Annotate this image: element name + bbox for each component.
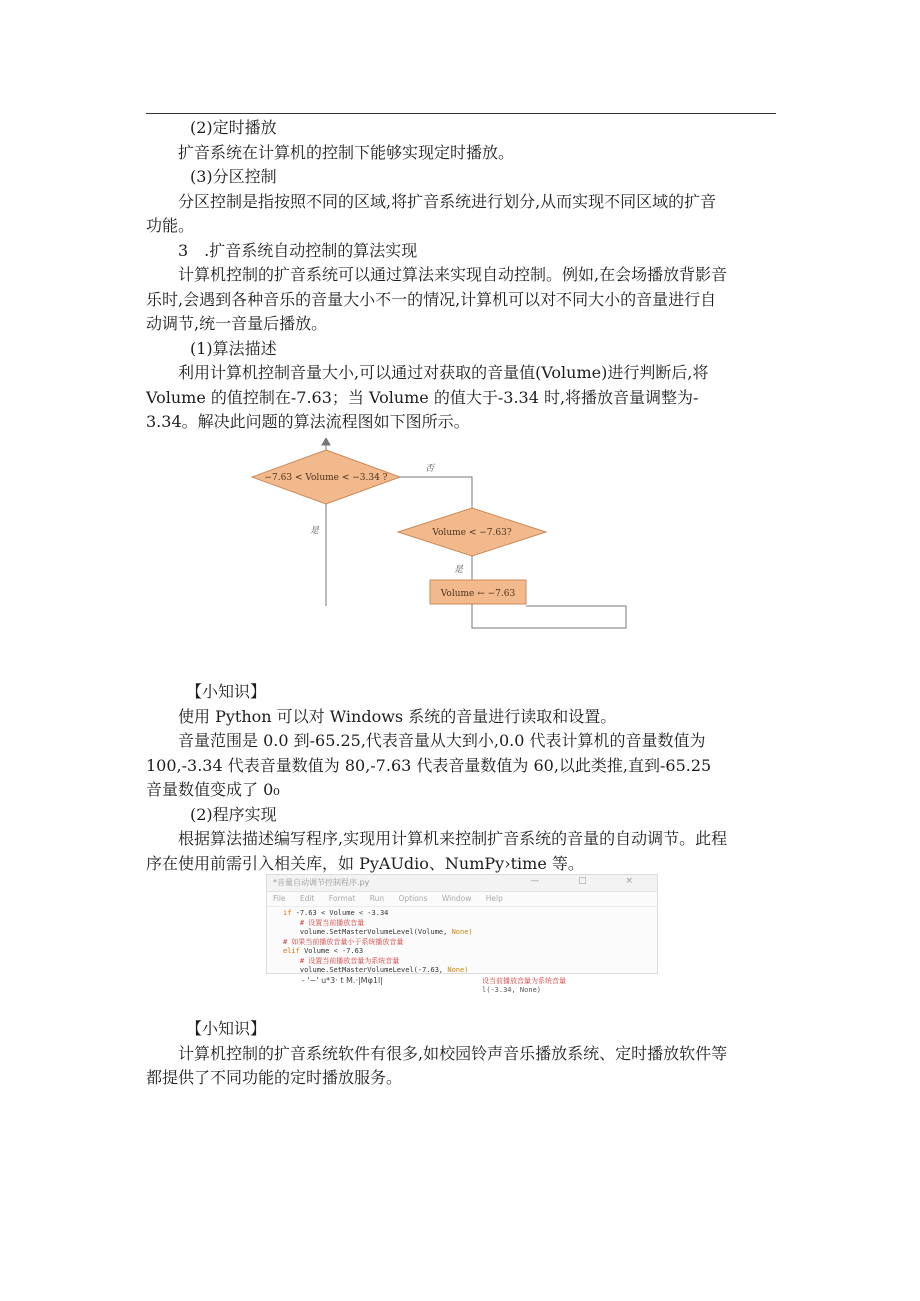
editor-titlebar (267, 875, 657, 892)
paragraph: 3.34。解决此问题的算法流程图如下图所示。 (146, 412, 470, 431)
paragraph: 计算机控制的扩音系统软件有很多,如校园铃声音乐播放系统、定时播放软件等 (178, 1044, 728, 1063)
paragraph: Volume 的值控制在-7.63；当 Volume 的值大于-3.34 时,将播放音量调整为- (146, 388, 699, 407)
decision-range-label: −7.63 < Volume < −3.34 ? (264, 473, 388, 483)
paragraph: 乐时,会遇到各种音乐的音量大小不一的情况,计算机可以对不同大小的音量进行自 (146, 290, 717, 309)
menu-edit: Edit (299, 894, 315, 903)
code-line: if -7.63 < Volume < -3.34 (283, 909, 389, 917)
code-fragment-right (482, 977, 566, 995)
paragraph: 100,-3.34 代表音量数值为 80,-7.63 代表音量数值为 60,以此类推,直到-65.25 (146, 756, 712, 775)
code-editor-screenshot (266, 874, 658, 974)
paragraph: 利用计算机控制音量大小,可以通过对获取的音量值(Volume)进行判断后,将 (178, 363, 709, 382)
paragraph: 动调节,统一音量后播放。 (146, 314, 328, 333)
code-fragment-left: - '~' u*3· t M.·|Mφ1l| (302, 976, 383, 985)
paragraph: 计算机控制的扩音系统可以通过算法来实现自动控制。例如,在会场播放背影音 (178, 265, 728, 284)
paragraph: 都提供了不同功能的定时播放服务。 (146, 1068, 403, 1087)
code-line: # 设置当前播放音量 (299, 918, 365, 927)
paragraph: 使用 Python 可以对 Windows 系统的音量进行读取和设置。 (178, 707, 617, 726)
algorithm-flowchart (240, 438, 630, 633)
header-rule (146, 113, 776, 114)
paragraph: 音量范围是 0.0 到-65.25,代表音量从大到小,0.0 代表计算机的音量数值为 (178, 731, 706, 750)
paragraph: 根据算法描述编写程序,实现用计算机来控制扩音系统的音量的自动调节。此程 (178, 829, 728, 848)
editor-menubar (267, 892, 657, 907)
code-line: # 设置当前播放音量为系统音量 (299, 956, 400, 965)
tip-heading-2: 【小知识】 (186, 1019, 267, 1038)
code-line: volume.SetMasterVolumeLevel(Volume, None) (283, 928, 473, 936)
decision-low-label: Volume < −7.63? (432, 528, 512, 538)
code-fragment-comment: 设当前播放音量为系统音量 (482, 977, 566, 985)
menu-file: File (273, 894, 286, 903)
tip-heading: 【小知识】 (186, 682, 267, 701)
code-fragment-call: l(-3.34, None) (482, 986, 542, 994)
paragraph: 序在使用前需引入相关库，如 PyAUdio、NumPy›time 等。 (146, 854, 584, 873)
no-label: 否 (425, 464, 435, 474)
menu-help: Help (485, 894, 503, 903)
editor-title: *音量自动调节控制程序.py (273, 878, 370, 887)
flow-wire-no (400, 477, 472, 508)
flow-wire-merge (472, 604, 626, 628)
code-line: volume.SetMasterVolumeLevel(-7.63, None) (283, 966, 469, 974)
code-line: elif Volume < -7.63 (283, 947, 364, 955)
paragraph: 功能。 (146, 216, 195, 235)
paragraph: 音量数值变成了 0₀ (146, 780, 280, 799)
yes-label: 是 (454, 565, 464, 575)
menu-options: Options (398, 894, 428, 903)
paragraph: 扩音系统在计算机的控制下能够实现定时播放。 (178, 143, 515, 162)
yes-label: 是 (310, 526, 320, 536)
code-line: # 如果当前播放音量小于系统播放音量 (283, 937, 404, 946)
menu-format: Format (328, 894, 356, 903)
heading-algorithm: (1)算法描述 (190, 339, 277, 358)
heading-timed-playback: (2)定时播放 (190, 118, 277, 137)
code-body (267, 907, 657, 974)
flow-arrow-in (322, 438, 330, 445)
heading-zone-control: (3)分区控制 (190, 167, 277, 186)
menu-window: Window (441, 894, 472, 903)
section-heading: 3 .扩音系统自动控制的算法实现 (178, 241, 418, 260)
heading-program: (2)程序实现 (190, 805, 277, 824)
menu-run: Run (369, 894, 385, 903)
paragraph: 分区控制是指按照不同的区域,将扩音系统进行划分,从而实现不同区域的扩音 (178, 192, 717, 211)
window-controls: — □ × (530, 876, 651, 886)
process-set-volume-label: Volume ← −7.63 (440, 589, 516, 599)
